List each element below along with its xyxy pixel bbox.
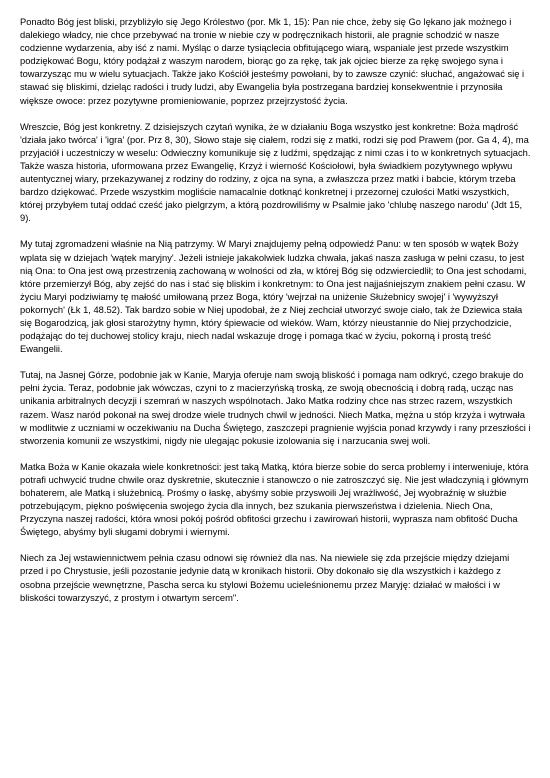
paragraph: Niech za Jej wstawiennictwem pełnia czasu odnowi się również dla nas. Na niewiele się zda przejście między dziejami przed i po Chrystusie, jeśli pozostanie jedynie datą w kronikach historii. Oby dokonało się dla wszystkich i każdego z osobna przejście wewnętrzne, Pascha serca ku stylowi Bożemu ucieleśnionemu przez Maryję: działać w małości i w bliskości towarzyszyć, z prostym i otwartym sercem".	[20, 553, 510, 603]
paragraph: My tutaj zgromadzeni właśnie na Nią patrzymy. W Maryi znajdujemy pełną odpowiedź Panu: w ten sposób w wątek Boży wplata się w dziejach 'wątek maryjny'. Jeżeli istnieje jakakolwiek ludzka chwała, jakaś nasza zasługa w pełni czasu, to jest nią Ona: to Ona jest ową przestrzenią zachowaną w wolności od zła, w której Bóg się odzwierciedlił; to Ona jest schodami, które przemierzył Bóg, aby zejść do nas i stać się bliskim i konkretnym: to Ona jest najjaśniejszym znakiem pełni czasu. W życiu Maryi podziwiamy tę małość umiłowaną przez Boga, który 'wejrzał na uniżenie Służebnicy swojej' i 'wywyższył pokornych' (Łk 1, 48.52). Tak bardzo sobie w Niej upodobał, że z Niej zechciał utworzyć swoje ciało, tak że Dziewica stała się Bogarodzicą, jak głosi starożytny hymn, który śpiewacie od wieków. Wam, którzy nieustannie do Niej przychodzicie, podążając do tej duchowej stolicy kraju, niech nadal wskazuje drogę i pomaga tkać w życiu, pokorną i prostą treść Ewangelii.	[20, 239, 527, 355]
paragraph: Tutaj, na Jasnej Górze, podobnie jak w Kanie, Maryja oferuje nam swoją bliskość i pomaga nam odkryć, czego brakuje do pełni życia. Teraz, podobnie jak wówczas, czyni to z macierzyńską troską, ze swoją obecnością i dobrą radą, ucząc nas unikania arbitralnych decyzji i szemrań w naszych wspólnotach. Jako Matka rodziny chce nas strzec razem, wszystkich razem. Wasz naród pokonał na swej drodze wiele trudnych chwil w jedności. Niech Matka, mężna u stóp krzyża i wytrwała w modlitwie z uczniami w oczekiwaniu na Ducha Świętego, zaszczepi pragnienie wyjścia ponad krzywdy i rany przeszłości i stworzenia komunii ze wszystkimi, nigdy nie ulegając pokusie izolowania się i narzucania swej woli.	[20, 370, 531, 446]
paragraph: Wreszcie, Bóg jest konkretny. Z dzisiejszych czytań wynika, że w działaniu Boga wszystko jest konkretne: Boża mądrość 'działa jako twórca' i 'igra' (por. Prz 8, 30), Słowo staje się ciałem, rodzi się z matki, rodzi się pod Prawem (por. Ga 4, 4), ma przyjaciół i uczestniczy w weselu: Odwieczny komunikuje się z ludźmi, spędzając z nimi czas i to w konkretnych sytuacjach. Także wasza historia, uformowana przez Ewangelię, Krzyż i wierność Kościołowi, była świadkiem pozytywnego wpływu autentycznej wiary, przekazywanej z rodziny do rodziny, z ojca na syna, a zwłaszcza przez matki i babcie, którym trzeba bardzo dziękować. Przede wszystkim mogliście namacalnie dotknąć konkretnej i przezornej czułości Matki wszystkich, której przybyłem tutaj oddać cześć jako pielgrzym, a którą pozdrowiliśmy w Psalmie jako 'chlubę naszego narodu' (Jdt 15, 9).	[20, 121, 531, 224]
paragraph: Ponadto Bóg jest bliski, przybliżyło się Jego Królestwo (por. Mk 1, 15): Pan nie chce, żeby się Go lękano jak możnego i dalekiego władcy, nie chce przebywać na tronie w niebie czy w podręcznikach historii, ale pragnie schodzić w nasze codzienne wydarzenia, aby iść z nami. Myśląc o darze tysiąclecia obfitującego wiarą, wspaniale jest przede wszystkim podziękować Bogu, który podążał z waszym narodem, biorąc go za rękę, tak jak ojciec bierze za rękę swojego syna i towarzysząc mu w wielu sytuacjach. Także jako Kościół jesteśmy powołani, by to zawsze czynić: słuchać, angażować się i stawać się bliskimi, dzieląc radości i trudy ludzi, aby Ewangelia była postrzegana bardziej konsekwentnie i przynosiła większe owoce: przez pozytywne promieniowanie, poprzez przejrzystość życia.	[20, 17, 525, 106]
paragraph: Matka Boża w Kanie okazała wiele konkretności: jest taką Matką, która bierze sobie do serca problemy i interweniuje, która potrafi uchwycić trudne chwile oraz dyskretnie, skutecznie i stanowczo o nie zatroszczyć się. Nie jest władczynią i głównym bohaterem, ale Matką i służebnicą. Prośmy o łaskę, abyśmy sobie przyswoili Jej wrażliwość, Jej wyobraźnię w służbie potrzebującym, piękno poświęcenia swojego życia dla innych, bez szukania pierwszeństwa i dzielenia. Niech Ona, Przyczyna naszej radości, która wnosi pokój pośród obfitości grzechu i zawirowań historii, wyprasza nam obfitość Ducha Świętego, abyśmy byli sługami dobrymi i wiernymi.	[20, 461, 529, 538]
